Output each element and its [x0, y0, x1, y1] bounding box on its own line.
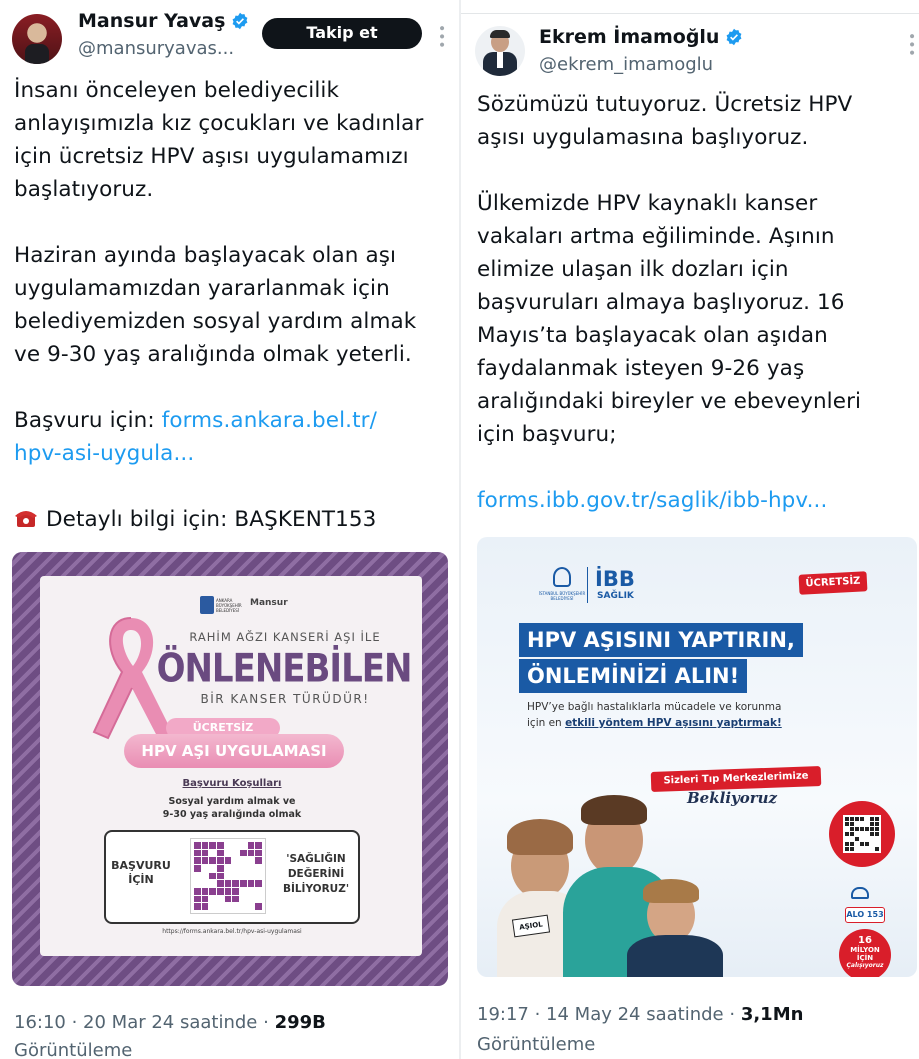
slogan-3: BİLİYORUZ': [282, 883, 350, 895]
qr-module: [870, 827, 874, 831]
qr-module: [225, 842, 232, 849]
ibb-emblem-icon: [553, 567, 571, 587]
qr-module: [870, 837, 874, 841]
qr-module: [225, 880, 232, 887]
qr-module: [194, 873, 201, 880]
author-handle[interactable]: @mansuryavas...: [78, 38, 235, 59]
ibb-org-sub: SAĞLIK: [597, 591, 634, 601]
heart-logo-icon: [851, 887, 869, 899]
slogan: [278, 852, 354, 897]
qr-code-icon[interactable]: [829, 801, 895, 867]
qr-module: [209, 880, 216, 887]
qr-module: [855, 847, 859, 851]
text-line: İnsanı önceleyen belediyecilik: [14, 78, 340, 103]
qr-module: [202, 880, 209, 887]
qr-module: [845, 847, 849, 851]
tweet-meta: [14, 1012, 326, 1033]
qr-module: [248, 850, 255, 857]
slogan-1: 'SAĞLIĞIN: [286, 853, 346, 865]
qr-module: [870, 817, 874, 821]
qr-module: [202, 842, 209, 849]
author-name-text[interactable]: Mansur Yavaş: [78, 10, 226, 32]
program-pill: HPV AŞI UYGULAMASI: [124, 734, 344, 768]
qr-module: [232, 896, 239, 903]
apply-label-1: BAŞVURU: [111, 859, 171, 872]
qr-module: [248, 842, 255, 849]
qr-module: [860, 822, 864, 826]
invite-tag: Sizleri Tıp Merkezlerimize: [651, 766, 822, 792]
text-line: Ülkemizde HPV kaynaklı kanser: [477, 191, 818, 216]
text-line: Sözümüzü tutuyoruz. Ücretsiz HPV: [477, 92, 853, 117]
apply-prefix: Başvuru için:: [14, 408, 155, 433]
logo-divider: [587, 567, 588, 603]
mansur-signature: Mansur: [250, 598, 288, 608]
desc-2-prefix: için en: [527, 717, 562, 729]
qr-module: [255, 850, 262, 857]
qr-module: [217, 896, 224, 903]
qr-module: [194, 842, 201, 849]
qr-module: [855, 842, 859, 846]
invite-script: Bekliyoruz: [687, 789, 778, 807]
qr-module: [865, 837, 869, 841]
qr-module: [202, 857, 209, 864]
qr-module: [855, 837, 859, 841]
qr-module: [845, 832, 849, 836]
qr-module: [209, 865, 216, 872]
verified-badge-icon: [725, 28, 743, 46]
qr-module: [865, 827, 869, 831]
text-line: anlayışımızla kız çocukları ve kadınlar: [14, 111, 424, 136]
qr-module: [870, 832, 874, 836]
slogan-2: DEĞERİNİ: [287, 868, 345, 880]
apply-link[interactable]: forms.ibb.gov.tr/saglik/ibb-hpv...: [477, 488, 828, 513]
qr-module: [248, 888, 255, 895]
qr-module: [232, 873, 239, 880]
qr-module: [232, 880, 239, 887]
qr-module: [202, 850, 209, 857]
qr-module: [255, 842, 262, 849]
headline-1: HPV AŞISINI YAPTIRIN,: [519, 623, 803, 657]
qr-module: [875, 842, 879, 846]
text-line: faydalanmak isteyen 9-26 yaş: [477, 356, 805, 381]
qr-module: [850, 847, 854, 851]
qr-module: [202, 903, 209, 910]
avatar[interactable]: [12, 14, 62, 64]
apply-link-continued[interactable]: hpv-asi-uygula...: [14, 441, 195, 466]
more-options-icon[interactable]: •••: [433, 24, 449, 49]
poster-headline: ÖNLENEBİLEN: [156, 646, 412, 692]
qr-module: [209, 873, 216, 880]
qr-module: [194, 880, 201, 887]
author-name[interactable]: [78, 10, 249, 32]
headline-2: ÖNLEMİNİZİ ALIN!: [519, 659, 747, 693]
qr-module: [855, 822, 859, 826]
qr-module: [225, 873, 232, 880]
qr-module: [865, 822, 869, 826]
qr-module: [845, 822, 849, 826]
qr-module: [255, 896, 262, 903]
qr-module: [209, 850, 216, 857]
badge-2: MİLYON: [850, 946, 880, 954]
qr-module: [202, 896, 209, 903]
qr-module: [855, 832, 859, 836]
conditions-title: Başvuru Koşulları: [182, 778, 282, 789]
qr-module: [255, 873, 262, 880]
qr-module: [860, 842, 864, 846]
qr-module: [209, 888, 216, 895]
timestamp[interactable]: 16:10 · 20 Mar 24 saatinde ·: [14, 1012, 269, 1033]
views-count: 3,1Mn: [740, 1004, 804, 1025]
qr-module: [248, 865, 255, 872]
qr-module: [875, 822, 879, 826]
text-line: için başvuru;: [477, 422, 617, 447]
qr-module: [232, 888, 239, 895]
badge-4: Çalışıyoruz: [846, 962, 884, 969]
qr-module: [232, 903, 239, 910]
qr-module: [865, 817, 869, 821]
qr-module: [240, 888, 247, 895]
abb-logo-icon: [200, 596, 214, 614]
text-line: aralığındaki bireyler ve ebeveynleri: [477, 389, 862, 414]
qr-module: [248, 896, 255, 903]
qr-module: [870, 822, 874, 826]
qr-module: [240, 873, 247, 880]
poster-inner: [40, 576, 422, 956]
qr-module: [255, 865, 262, 872]
qr-module: [217, 850, 224, 857]
author-name-text[interactable]: Ekrem İmamoğlu: [539, 26, 720, 48]
text-line: Haziran ayında başlayacak olan aşı: [14, 243, 397, 268]
info-text: Detaylı bilgi için: BAŞKENT153: [46, 507, 377, 532]
qr-module: [255, 857, 262, 864]
qr-module: [845, 827, 849, 831]
poster-image[interactable]: [477, 537, 917, 977]
qr-module: [209, 896, 216, 903]
qr-module: [860, 832, 864, 836]
qr-module: [865, 842, 869, 846]
qr-module: [202, 888, 209, 895]
qr-module: [855, 827, 859, 831]
million-badge: [839, 929, 891, 977]
qr-module: [240, 842, 247, 849]
text-line: uygulamamızdan yararlanmak için: [14, 276, 390, 301]
free-tag: ÜCRETSİZ: [166, 718, 280, 738]
qr-module: [845, 837, 849, 841]
views-label: Görüntüleme: [14, 1040, 133, 1059]
tweet-text: [477, 88, 861, 517]
qr-module: [232, 865, 239, 872]
desc-2: [527, 717, 782, 729]
apply-label-2: İÇİN: [128, 873, 154, 886]
text-line: vakaları artma eğiliminde. Aşının: [477, 224, 835, 249]
poster-url: https://forms.ankara.bel.tr/hpv-asi-uygulamasi: [162, 928, 302, 935]
qr-module: [845, 842, 849, 846]
qr-module: [194, 903, 201, 910]
qr-module: [248, 873, 255, 880]
author-handle[interactable]: @ekrem_imamoglu: [539, 54, 714, 75]
qr-module: [217, 857, 224, 864]
qr-module: [875, 832, 879, 836]
qr-module: [850, 832, 854, 836]
badge-3: İÇİN: [856, 954, 874, 962]
qr-module: [232, 857, 239, 864]
tweet-text: [14, 74, 423, 536]
qr-module: [870, 842, 874, 846]
qr-module: [845, 817, 849, 821]
qr-module: [860, 817, 864, 821]
more-options-icon[interactable]: •••: [903, 32, 919, 57]
qr-module: [255, 888, 262, 895]
qr-module: [860, 837, 864, 841]
badge-1: 16: [858, 935, 872, 946]
qr-module: [855, 817, 859, 821]
poster-line1: RAHİM AĞZI KANSERİ AŞI İLE: [189, 630, 381, 644]
qr-module: [225, 903, 232, 910]
text-line: aşısı uygulamasına başlıyoruz.: [477, 125, 809, 150]
conditions-1: Sosyal yardım almak ve: [168, 796, 296, 807]
qr-module: [860, 827, 864, 831]
text-line: Mayıs’ta başlayacak olan aşıdan: [477, 323, 828, 348]
qr-module: [232, 850, 239, 857]
apply-label: [110, 859, 172, 887]
qr-module: [860, 847, 864, 851]
qr-module: [217, 842, 224, 849]
text-line: ve 9-30 yaş aralığında olmak yeterli.: [14, 342, 412, 367]
qr-module: [194, 896, 201, 903]
qr-module: [240, 850, 247, 857]
qr-module: [248, 857, 255, 864]
telephone-icon: [14, 505, 38, 525]
qr-module: [209, 903, 216, 910]
qr-module: [240, 857, 247, 864]
qr-module: [875, 817, 879, 821]
qr-module: [875, 847, 879, 851]
qr-module: [850, 822, 854, 826]
qr-module: [865, 847, 869, 851]
qr-module: [850, 827, 854, 831]
apply-link[interactable]: forms.ankara.bel.tr/: [161, 408, 377, 433]
qr-module: [240, 880, 247, 887]
qr-module: [240, 865, 247, 872]
text-line: başvuruları almaya başlıyoruz. 16: [477, 290, 845, 315]
text-line: başlatıyoruz.: [14, 177, 154, 202]
views-count: 299B: [274, 1012, 326, 1033]
avatar[interactable]: [475, 26, 525, 76]
qr-module: [255, 903, 262, 910]
qr-module: [875, 837, 879, 841]
author-name[interactable]: [539, 26, 743, 48]
qr-module: [209, 842, 216, 849]
follow-button[interactable]: Takip et: [262, 18, 422, 49]
qr-module: [217, 865, 224, 872]
qr-module: [225, 888, 232, 895]
top-separator: [461, 0, 919, 14]
qr-code-icon[interactable]: [190, 838, 266, 914]
text-line: belediyemizden sosyal yardım almak: [14, 309, 417, 334]
qr-module: [202, 873, 209, 880]
qr-module: [217, 903, 224, 910]
qr-module: [225, 865, 232, 872]
verified-badge-icon: [231, 12, 249, 30]
qr-module: [225, 857, 232, 864]
text-line: elimize ulaşan ilk dozları için: [477, 257, 789, 282]
qr-module: [248, 880, 255, 887]
qr-module: [240, 903, 247, 910]
qr-module: [232, 842, 239, 849]
qr-module: [850, 842, 854, 846]
qr-module: [255, 880, 262, 887]
desc-2-bold: etkili yöntem HPV aşısını yaptırmak!: [565, 717, 782, 729]
qr-module: [217, 888, 224, 895]
qr-module: [217, 880, 224, 887]
qr-module: [850, 817, 854, 821]
qr-module: [217, 873, 224, 880]
qr-module: [202, 865, 209, 872]
timestamp[interactable]: 19:17 · 14 May 24 saatinde ·: [477, 1004, 736, 1025]
poster-image[interactable]: [12, 552, 448, 986]
right-tweet: [461, 0, 919, 1059]
poster-line2: BİR KANSER TÜRÜDÜR!: [200, 692, 370, 706]
alo-153: ALO 153: [845, 907, 885, 923]
qr-module: [194, 865, 201, 872]
qr-module: [870, 847, 874, 851]
qr-module: [248, 903, 255, 910]
qr-module: [850, 837, 854, 841]
ibb-org: İBB: [595, 567, 635, 591]
qr-module: [865, 832, 869, 836]
qr-module: [194, 850, 201, 857]
free-tag: ÜCRETSİZ: [799, 571, 868, 595]
qr-module: [240, 896, 247, 903]
abb-logo-text: ANKARA BÜYÜKŞEHİR BELEDİYESİ: [216, 598, 242, 613]
qr-module: [194, 888, 201, 895]
tweet-meta: [477, 1004, 803, 1025]
qr-module: [875, 827, 879, 831]
conditions-2: 9-30 yaş aralığında olmak: [162, 809, 302, 820]
sticker: AŞIOL: [512, 915, 550, 938]
text-line: için ücretsiz HPV aşısı uygulamamızı: [14, 144, 409, 169]
qr-module: [209, 857, 216, 864]
ibb-org-small: İSTANBUL BÜYÜKŞEHİR BELEDİYESİ: [538, 591, 586, 601]
qr-module: [194, 857, 201, 864]
qr-module: [225, 850, 232, 857]
desc-1: HPV’ye bağlı hastalıklarla mücadele ve korunma: [527, 701, 782, 713]
views-label: Görüntüleme: [477, 1034, 596, 1055]
qr-module: [225, 896, 232, 903]
